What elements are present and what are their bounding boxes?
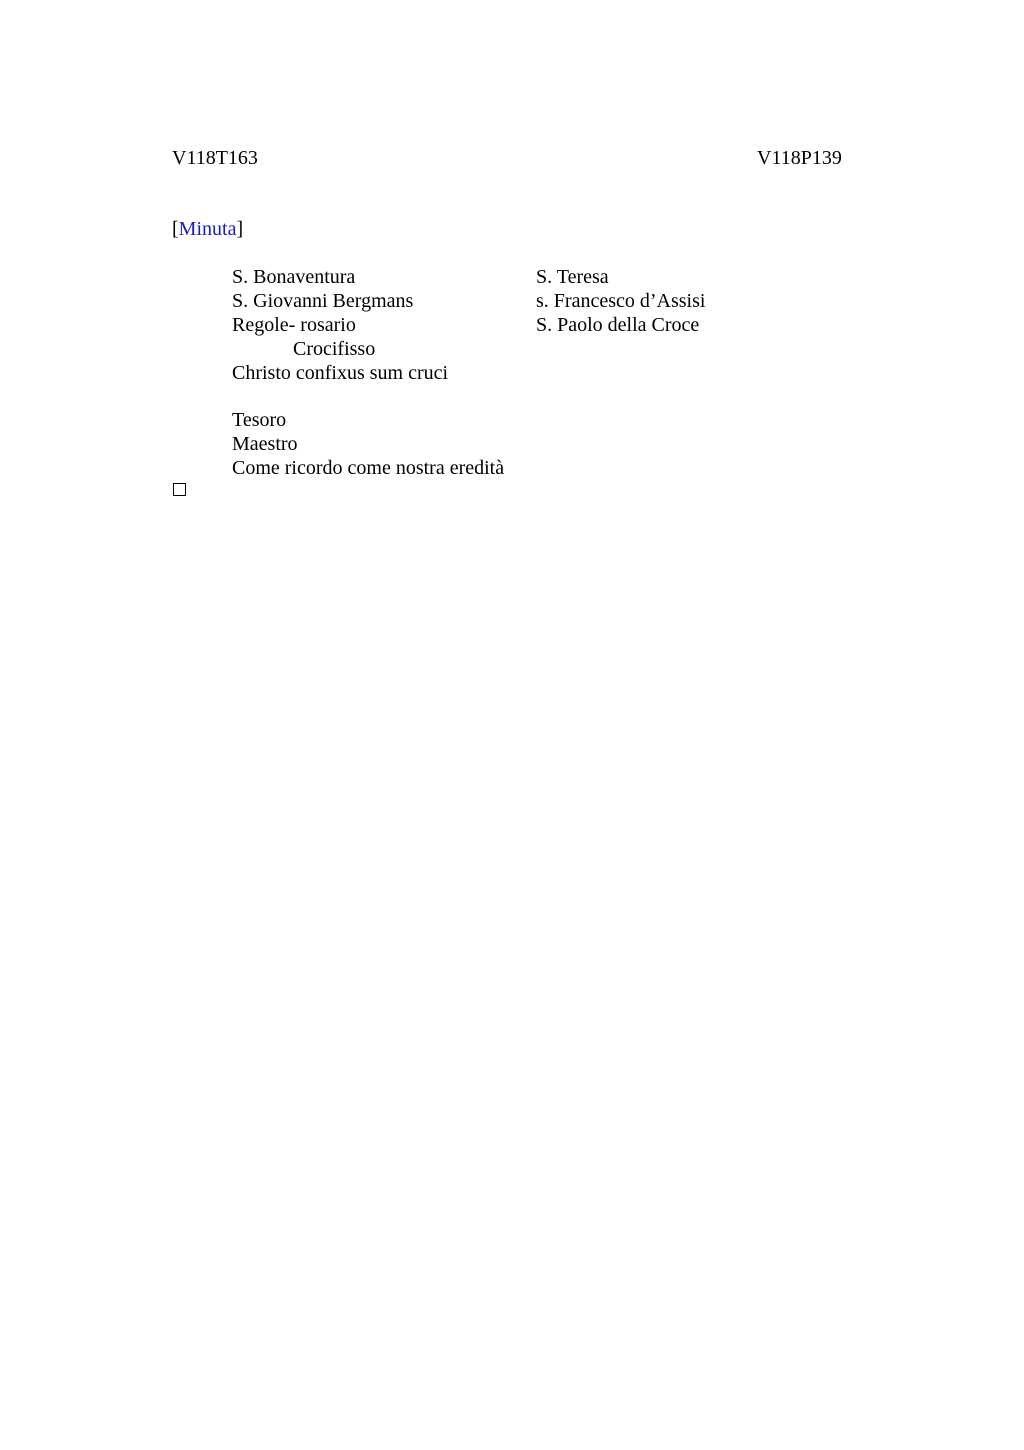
- list-item: S. Giovanni Bergmans: [232, 290, 414, 312]
- minuta-link-text: Minuta: [178, 218, 237, 240]
- checkbox-icon: [173, 483, 186, 496]
- list-item: s. Francesco d’Assisi: [536, 290, 706, 312]
- close-bracket: ]: [236, 218, 244, 240]
- left-column: [232, 265, 504, 480]
- list-item: Christo confixus sum cruci: [232, 362, 449, 384]
- list-item: Regole- rosario: [232, 314, 356, 336]
- list-item: S. Paolo della Croce: [536, 314, 700, 336]
- list-item: S. Bonaventura: [232, 266, 356, 288]
- list-item: Come ricordo come nostra eredità: [232, 457, 505, 479]
- list-item: S. Teresa: [536, 266, 609, 288]
- list-item: Tesoro: [232, 409, 287, 431]
- spacer: [232, 385, 504, 408]
- list-item: Maestro: [232, 433, 298, 455]
- section-label: [172, 217, 243, 241]
- open-bracket: [: [172, 218, 179, 240]
- list-item-indented: Crocifisso: [293, 338, 376, 360]
- document-code-right: V118P139: [757, 147, 842, 169]
- right-column: [536, 265, 705, 337]
- document-code-left: V118T163: [172, 147, 258, 169]
